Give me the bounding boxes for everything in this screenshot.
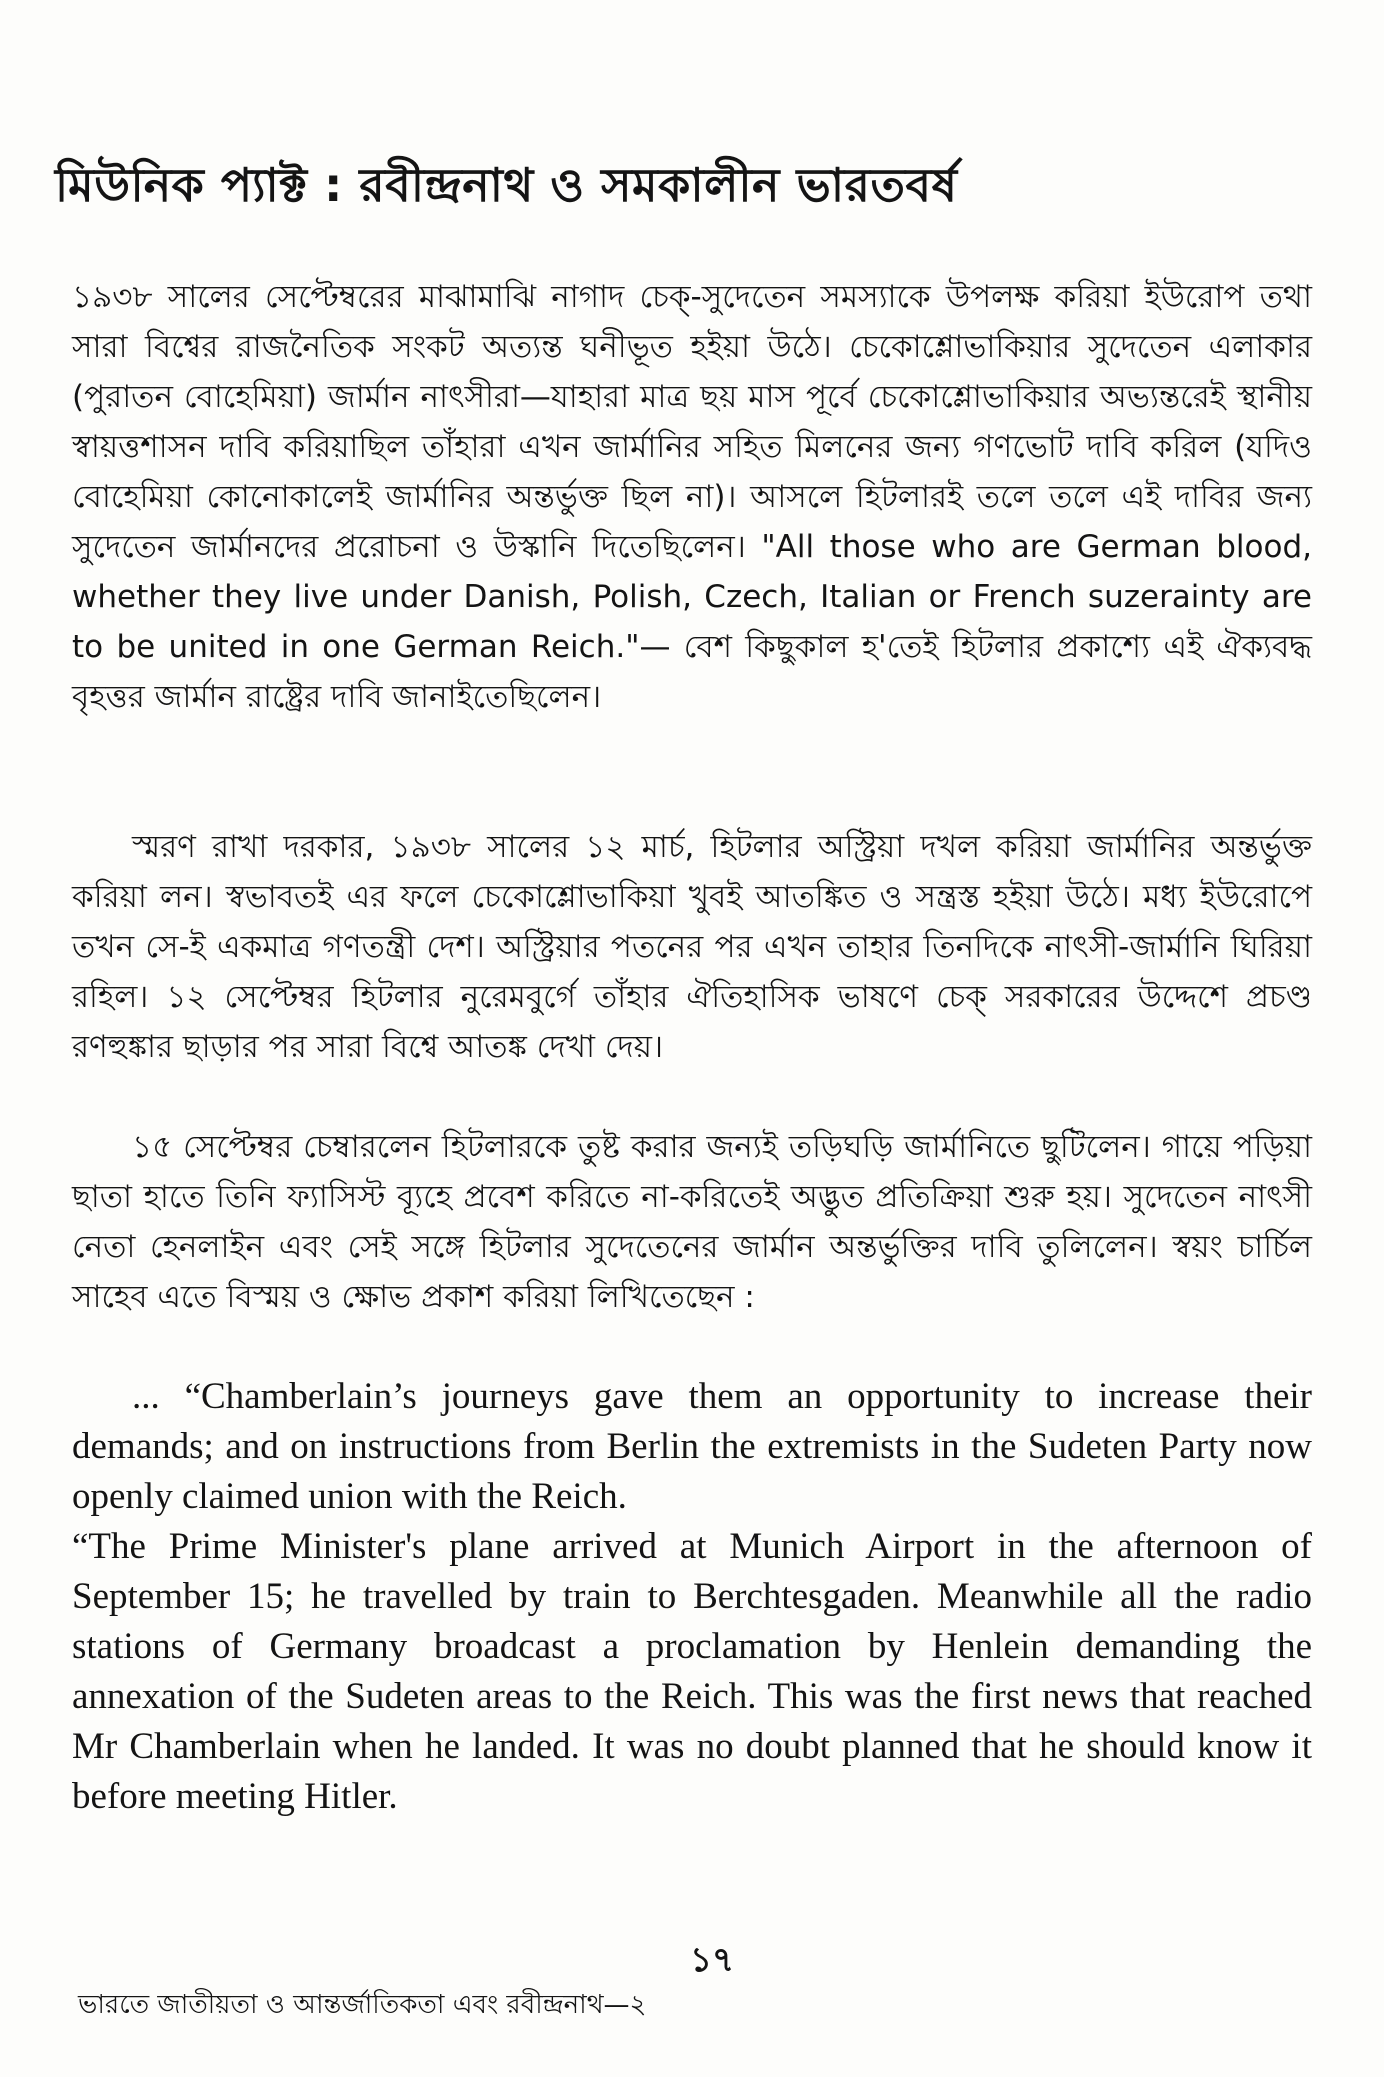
- body-text: [72, 272, 1312, 1822]
- paragraph: ১৫ সেপ্টেম্বর চেম্বারলেন হিটলারকে তুষ্ট করার জন্যই তড়িঘড়ি জার্মানিতে ছুটিলেন। গায়ে পড়িয়া ছাতা হাতে তিনি ফ্যাসিস্ট ব্যূহে প্রবেশ করিতে না-করিতেই অদ্ভুত প্রতিক্রিয়া শুরু হয়। সুদেতেন নাৎসী নেতা হেনলাইন এবং সেই সঙ্গে হিটলার সুদেতেনের জার্মান অন্তর্ভুক্তির দাবি তুলিলেন। স্বয়ং চার্চিল সাহেব এতে বিস্ময় ও ক্ষোভ প্রকাশ করিয়া লিখিতেছেন :: [72, 1129, 1312, 1315]
- page-number: ১৭: [690, 1940, 735, 1980]
- running-footer: ভারতে জাতীয়তা ও আন্তর্জাতিকতা এবং রবীন্দ্রনাথ—২: [78, 1990, 647, 2020]
- paragraph: ১৯৩৮ সালের সেপ্টেম্বরের মাঝামাঝি নাগাদ চেক্-সুদেতেন সমস্যাকে উপলক্ষ করিয়া ইউরোপ তথা সারা বিশ্বের রাজনৈতিক সংকট অত্যন্ত ঘনীভূত হইয়া উঠে। চেকোশ্লোভাকিয়ার সুদেতেন এলাকার (পুরাতন বোহেমিয়া) জার্মান নাৎসীরা—যাহারা মাত্র ছয় মাস পূর্বে চেকোশ্লোভাকিয়ার অভ্যন্তরেই স্থানীয় স্বায়ত্তশাসন দাবি করিয়াছিল তাঁহারা এখন জার্মানির সহিত মিলনের জন্য গণভোট দাবি করিল (যদিও বোহেমিয়া কোনোকালেই জার্মানির অন্তর্ভুক্ত ছিল না)। আসলে হিটলারই তলে তলে এই দাবির জন্য সুদেতেন জার্মানদের প্ররোচনা ও উস্কানি দিতেছিলেন। "All those who are German blood, whether they live under Danish, Polish, Czech, Italian or French suzerainty are to be united in one German Reich."— বেশ কিছুকাল হ'তেই হিটলার প্রকাশ্যে এই ঐক্যবদ্ধ বৃহত্তর জার্মান রাষ্ট্রের দাবি জানাইতেছিলেন।: [72, 279, 1312, 715]
- quote-paragraph: “The Prime Minister's plane arrived at Munich Airport in the afternoon of September 15; he travelled by train to Berchtesgaden. Meanwhile all the radio stations of Germany broadcast a proclamation by Henlein demanding the annexation of the Sudeten areas to the Reich. This was the first news that reached Mr Chamberlain when he landed. It was no doubt planned that he should know it before meeting Hitler.: [72, 1526, 1312, 1817]
- paragraph: স্মরণ রাখা দরকার, ১৯৩৮ সালের ১২ মার্চ, হিটলার অস্ট্রিয়া দখল করিয়া জার্মানির অন্তর্ভুক্ত করিয়া লন। স্বভাবতই এর ফলে চেকোশ্লোভাকিয়া খুবই আতঙ্কিত ও সন্ত্রস্ত হইয়া উঠে। মধ্য ইউরোপে তখন সে-ই একমাত্র গণতন্ত্রী দেশ। অস্ট্রিয়ার পতনের পর এখন তাহার তিনদিকে নাৎসী-জার্মানি ঘিরিয়া রহিল। ১২ সেপ্টেম্বর হিটলার নুরেমবুর্গে তাঁহার ঐতিহাসিক ভাষণে চেক্ সরকারের উদ্দেশে প্রচণ্ড রণহুঙ্কার ছাড়ার পর সারা বিশ্বে আতঙ্ক দেখা দেয়।: [72, 829, 1312, 1065]
- chapter-title: মিউনিক প্যাক্ট : রবীন্দ্রনাথ ও সমকালীন ভারতবর্ষ: [55, 158, 958, 212]
- quote-paragraph: ... “Chamberlain’s journeys gave them an opportunity to increase their demands; and on instructions from Berlin the extremists in the Sudeten Party now openly claimed union with the Reich.: [72, 1376, 1312, 1517]
